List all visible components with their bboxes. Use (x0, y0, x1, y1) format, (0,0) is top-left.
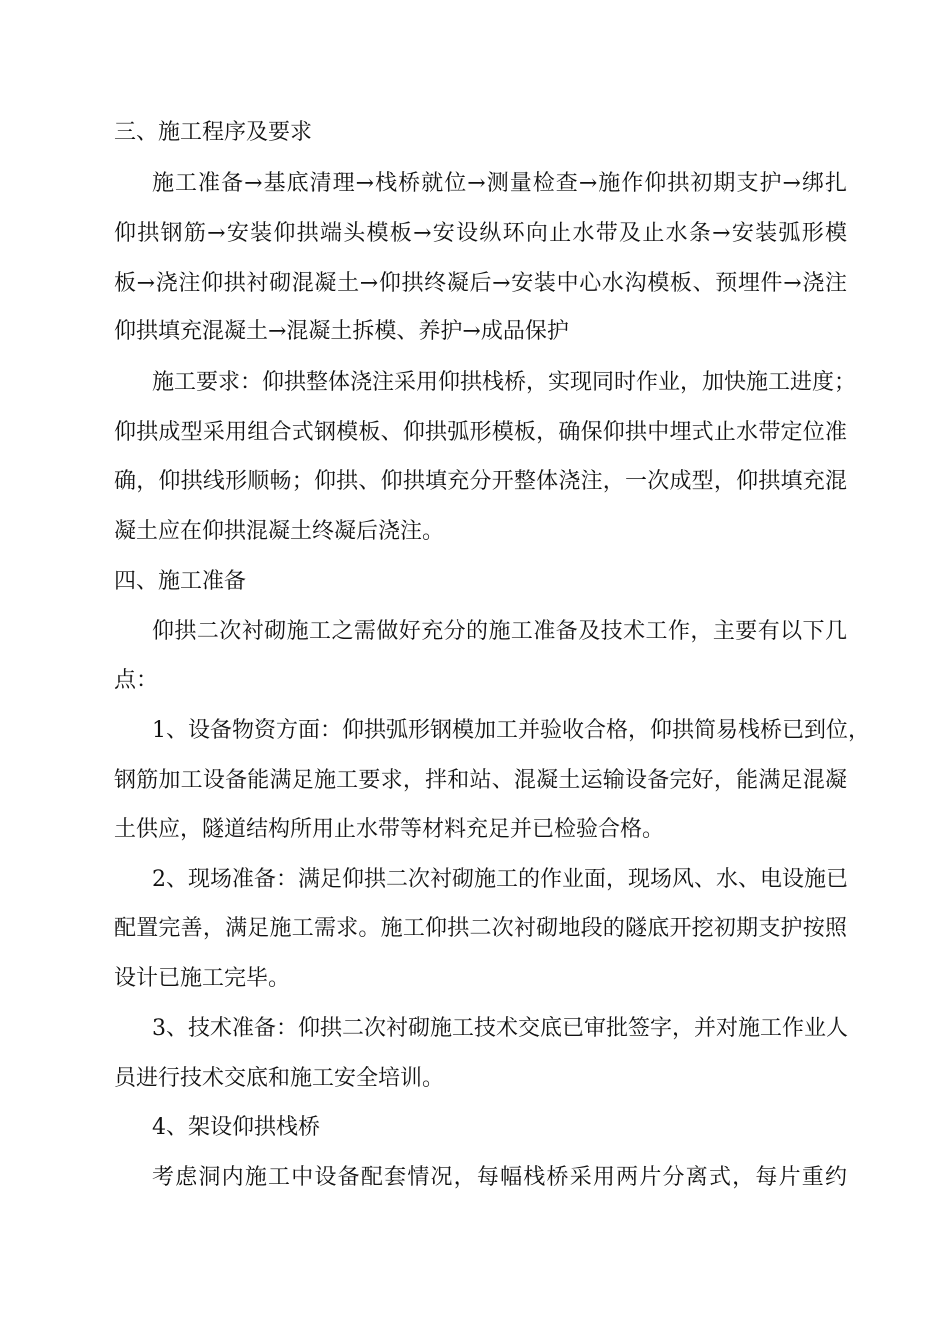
paragraph-line: 点： (114, 668, 159, 693)
paragraph-line: 仰拱钢筋→安装仰拱端头模板→安设纵环向止水带及止水条→安装弧形模 (114, 221, 847, 246)
paragraph-line: 仰拱成型采用组合式钢模板、仰拱弧形模板，确保仰拱中埋式止水带定位准 (114, 420, 847, 445)
paragraph-line: 施工准备→基底清理→栈桥就位→测量检查→施作仰拱初期支护→绑扎 (152, 171, 847, 196)
paragraph-line: 员进行技术交底和施工安全培训。 (114, 1066, 445, 1091)
paragraph-line: 凝土应在仰拱混凝土终凝后浇注。 (114, 519, 445, 544)
paragraph-line: 仰拱二次衬砌施工之需做好充分的施工准备及技术工作，主要有以下几 (152, 619, 847, 644)
paragraph-line: 钢筋加工设备能满足施工要求，拌和站、混凝土运输设备完好，能满足混凝 (114, 768, 847, 793)
paragraph-line: 确，仰拱线形顺畅；仰拱、仰拱填充分开整体浇注，一次成型，仰拱填充混 (114, 469, 847, 494)
section-heading-4: 四、施工准备 (114, 569, 247, 594)
paragraph-line: 施工要求：仰拱整体浇注采用仰拱栈桥，实现同时作业，加快施工进度； (152, 370, 857, 395)
paragraph-line: 1、设备物资方面：仰拱弧形钢模加工并验收合格，仰拱简易栈桥已到位， (152, 718, 870, 743)
paragraph-line: 考虑洞内施工中设备配套情况，每幅栈桥采用两片分离式，每片重约 (152, 1165, 847, 1190)
paragraph-line: 配置完善，满足施工需求。施工仰拱二次衬砌地段的隧底开挖初期支护按照 (114, 916, 847, 941)
paragraph-line: 仰拱填充混凝土→混凝土拆模、养护→成品保护 (114, 319, 569, 344)
paragraph-line: 2、现场准备：满足仰拱二次衬砌施工的作业面，现场风、水、电设施已 (152, 867, 848, 892)
paragraph-line: 板→浇注仰拱衬砌混凝土→仰拱终凝后→安装中心水沟模板、预埋件→浇注 (114, 271, 847, 296)
subheading-4: 4、架设仰拱栈桥 (152, 1115, 320, 1140)
section-heading-3: 三、施工程序及要求 (114, 120, 313, 145)
paragraph-line: 土供应，隧道结构所用止水带等材料充足并已检验合格。 (114, 817, 665, 842)
paragraph-line: 3、技术准备：仰拱二次衬砌施工技术交底已审批签字，并对施工作业人 (152, 1016, 848, 1041)
paragraph-line: 设计已施工完毕。 (114, 966, 291, 991)
